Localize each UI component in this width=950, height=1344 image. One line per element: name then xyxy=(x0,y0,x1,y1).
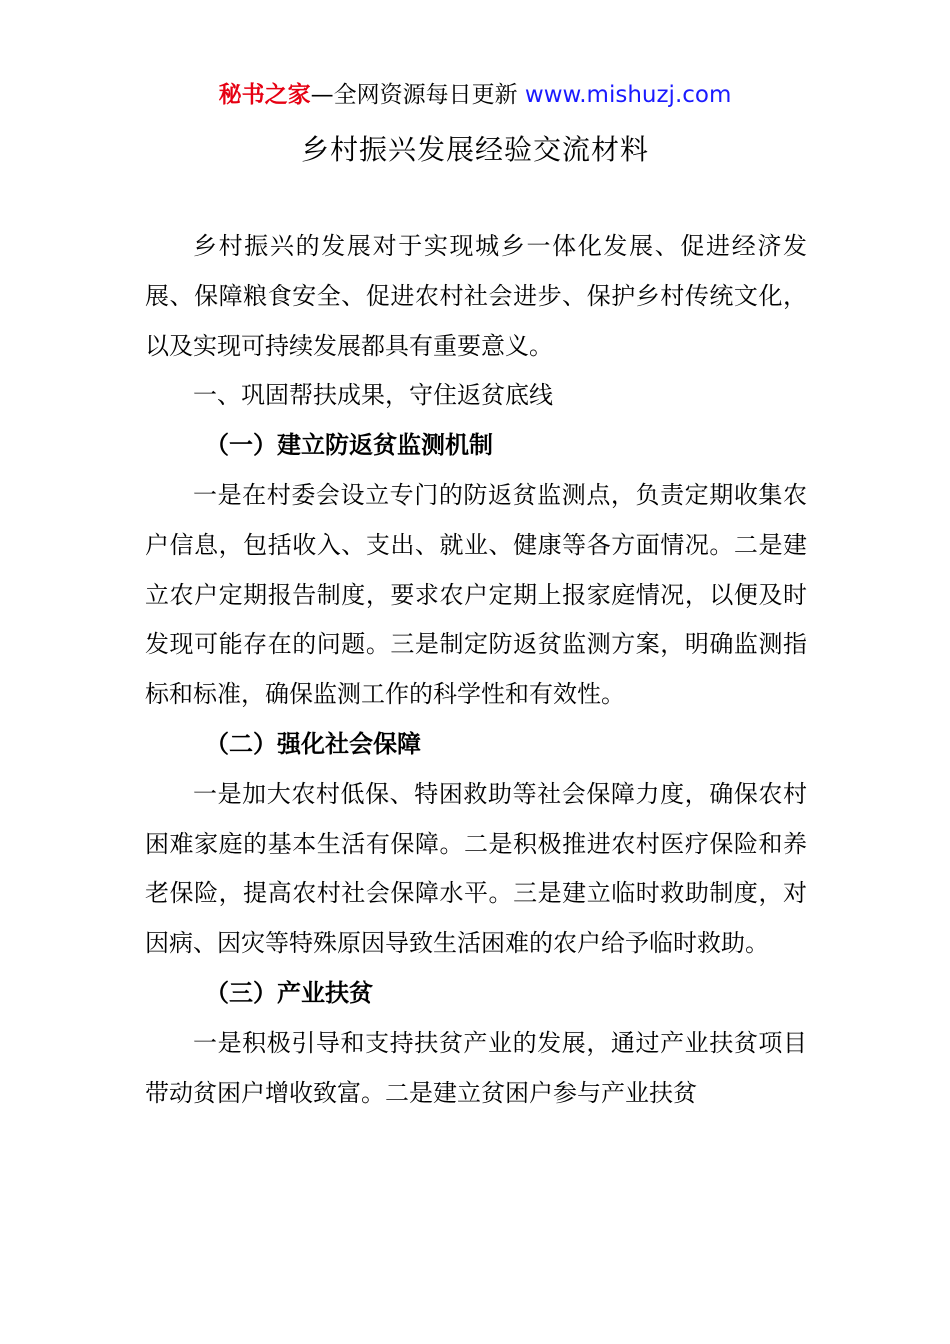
site-header xyxy=(0,80,950,110)
header-tagline: —全网资源每日更新 xyxy=(310,82,518,108)
brand-name: 秘书之家 xyxy=(218,82,311,108)
subsection-paragraph: 一是加大农村低保、特困救助等社会保障力度，确保农村困难家庭的基本生活有保障。二是积极推进农村医疗保险和养老保险，提高农村社会保障水平。三是建立临时救助制度，对因病、因灾等特殊原因导致生活困难的农户给予临时救助。 xyxy=(145,779,807,958)
subsection-paragraph: 一是在村委会设立专门的防返贫监测点，负责定期收集农户信息，包括收入、支出、就业、健康等各方面情况。二是建立农户定期报告制度，要求农户定期上报家庭情况，以便及时发现可能存在的问题。三是制定防返贫监测方案，明确监测指标和标准，确保监测工作的科学性和有效性。 xyxy=(145,480,807,709)
site-url[interactable]: www.mishuzj.com xyxy=(524,82,732,108)
document-title: 乡村振兴发展经验交流材料 xyxy=(300,133,649,166)
subsection-heading: （三）产业扶贫 xyxy=(205,978,373,1007)
intro-paragraph: 乡村振兴的发展对于实现城乡一体化发展、促进经济发展、保障粮食安全、促进农村社会进步、保护乡村传统文化，以及实现可持续发展都具有重要意义。 xyxy=(145,232,807,360)
document-body xyxy=(145,222,807,1118)
subsection-paragraph: 一是积极引导和支持扶贫产业的发展，通过产业扶贫项目带动贫困户增收致富。二是建立贫困户参与产业扶贫 xyxy=(145,1028,807,1107)
section-heading: 一、巩固帮扶成果，守住返贫底线 xyxy=(193,381,553,410)
subsection-heading: （二）强化社会保障 xyxy=(205,729,421,758)
subsection-heading: （一）建立防返贫监测机制 xyxy=(205,431,493,460)
